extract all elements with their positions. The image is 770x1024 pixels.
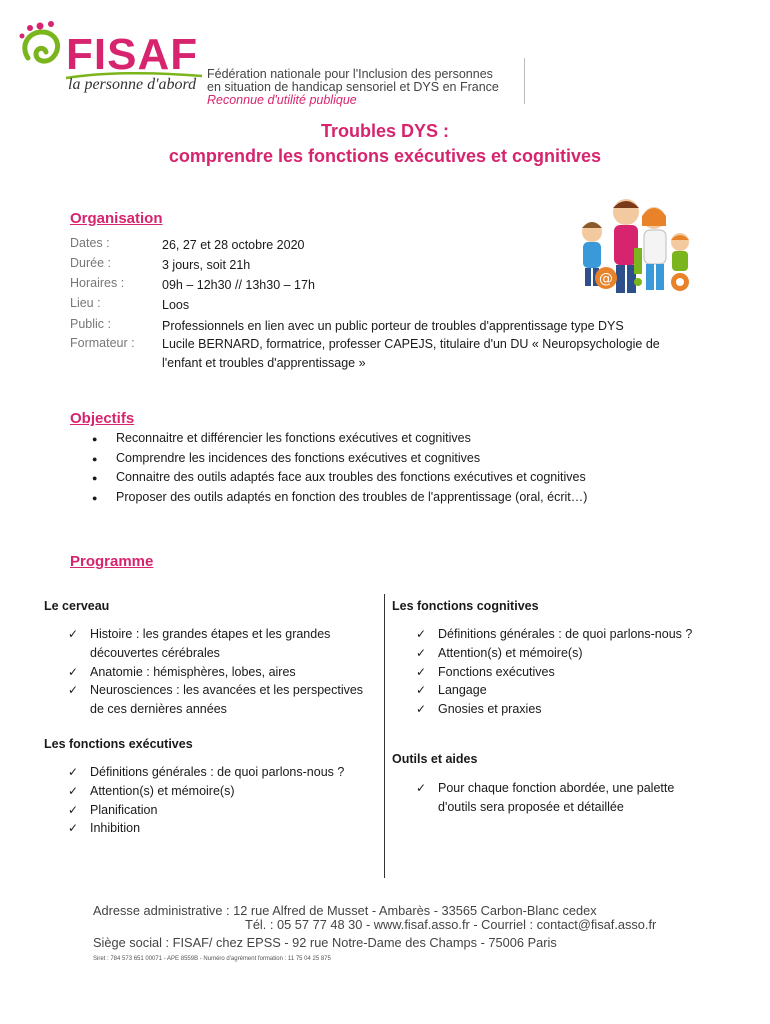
list-item-text: Neurosciences : les avancées et les perspectives de ces dernières années <box>90 683 364 717</box>
header-divider <box>524 58 525 104</box>
cerveau-list <box>68 625 368 719</box>
footer-contact: Tél. : 05 57 77 48 30 - www.fisaf.asso.fr - Courriel : contact@fisaf.asso.fr <box>245 917 657 932</box>
list-item-text: Fonctions exécutives <box>438 664 555 679</box>
checkmark-icon: ✓ <box>68 627 79 641</box>
fonctions-cognitives-heading: Les fonctions cognitives <box>392 599 539 613</box>
list-item <box>68 801 368 820</box>
list-item: ● Comprendre les incidences des fonctions exécutives et cognitives <box>92 451 587 471</box>
checkmark-icon: ✓ <box>68 664 79 679</box>
list-item <box>416 625 716 644</box>
list-item <box>68 663 368 682</box>
logo-wordmark: FISAF <box>66 30 199 79</box>
objectifs-heading: Objectifs <box>70 410 135 427</box>
list-item-text: Attention(s) et mémoire(s) <box>90 783 235 798</box>
programme-heading: Programme <box>70 553 154 570</box>
cerveau-heading: Le cerveau <box>44 599 110 613</box>
footer-address: Adresse administrative : 12 rue Alfred de Musset - Ambarès - 33565 Carbon-Blanc cedex <box>93 903 597 918</box>
list-item <box>416 700 716 719</box>
list-item <box>416 663 716 682</box>
lieu-value: Loos <box>162 298 190 312</box>
list-item-text: Histoire : les grandes étapes et les grandes découvertes cérébrales <box>90 627 331 660</box>
horaires-value: 09h – 12h30 // 13h30 – 17h <box>162 278 315 292</box>
duree-value: 3 jours, soit 21h <box>162 258 251 272</box>
list-item <box>68 625 368 663</box>
list-item-text: Inhibition <box>90 821 141 836</box>
list-item-text: Définitions générales : de quoi parlons-nous ? <box>438 627 693 641</box>
list-item <box>68 681 368 719</box>
duree-label: Durée : <box>70 256 111 270</box>
list-item <box>416 681 716 700</box>
checkmark-icon: ✓ <box>68 802 79 817</box>
dates-value: 26, 27 et 28 octobre 2020 <box>162 238 305 252</box>
footer-legal-ids: Siret : 784 573 651 00071 - APE 8559B - Numéro d'agrément formation : 11 75 04 25 875 <box>93 956 331 962</box>
list-item: ● Connaitre des outils adaptés face aux troubles des fonctions exécutives et cognitives <box>92 470 587 490</box>
document-title-line-2: comprendre les fonctions exécutives et cognitives <box>168 146 602 166</box>
checkmark-icon: ✓ <box>68 765 79 779</box>
list-item: ● Reconnaitre et différencier les fonctions exécutives et cognitives <box>92 431 587 451</box>
checkmark-icon: ✓ <box>68 783 79 798</box>
checkmark-icon: ✓ <box>416 645 427 660</box>
list-item <box>416 644 716 663</box>
formateur-label: Formateur : <box>70 336 135 350</box>
list-item: ● Proposer des outils adaptés en fonction des troubles de l'apprentissage (oral, écrit…) <box>92 490 587 510</box>
outils-aides-list <box>416 779 706 817</box>
list-item-text: Anatomie : hémisphères, lobes, aires <box>90 664 296 679</box>
checkmark-icon: ✓ <box>416 664 427 679</box>
fonctions-executives-heading: Les fonctions exécutives <box>44 737 193 751</box>
public-label: Public : <box>70 317 111 331</box>
list-item-text: Attention(s) et mémoire(s) <box>438 645 583 660</box>
logo-tagline: la personne d'abord <box>68 76 197 93</box>
fonctions-executives-list <box>68 763 368 838</box>
federation-line-1: Fédération nationale pour l'Inclusion des personnes <box>207 67 493 81</box>
federation-line-2: en situation de handicap sensoriel et DYS en France <box>207 80 499 94</box>
list-item-text: Pour chaque fonction abordée, une palette d'outils sera proposée et détaillée <box>438 781 675 814</box>
organisation-heading: Organisation <box>70 210 163 227</box>
list-item <box>68 763 368 782</box>
column-divider <box>384 594 385 878</box>
horaires-label: Horaires : <box>70 276 125 290</box>
checkmark-icon: ✓ <box>68 821 79 836</box>
federation-line-3: Reconnue d'utilité publique <box>207 93 357 107</box>
checkmark-icon: ✓ <box>416 683 427 698</box>
list-item-text: Langage <box>438 683 487 698</box>
document-title-line-1: Troubles DYS : <box>320 121 450 141</box>
family-illustration <box>574 190 696 298</box>
list-item <box>68 782 368 801</box>
outils-aides-heading: Outils et aides <box>392 752 478 766</box>
public-value: Professionnels en lien avec un public porteur de troubles d'apprentissage type DYS <box>162 319 624 333</box>
checkmark-icon: ✓ <box>416 781 427 795</box>
svg-text:@: @ <box>599 271 613 287</box>
formateur-value: Lucile BERNARD, formatrice, professer CAPEJS, titulaire d'un DU « Neuropsychologie de l'enfant et troubles d'apprentissage » <box>162 337 660 370</box>
checkmark-icon: ✓ <box>416 627 427 641</box>
fonctions-cognitives-list <box>416 625 716 719</box>
dates-label: Dates : <box>70 236 110 250</box>
lieu-label: Lieu : <box>70 296 101 310</box>
federation-description <box>207 68 499 107</box>
list-item <box>68 819 368 838</box>
checkmark-icon: ✓ <box>68 683 79 698</box>
objectifs-list <box>92 431 587 509</box>
list-item <box>416 779 706 817</box>
footer-siege-social: Siège social : FISAF/ chez EPSS - 92 rue Notre-Dame des Champs - 75006 Paris <box>93 935 557 950</box>
checkmark-icon: ✓ <box>416 702 427 717</box>
list-item-text: Gnosies et praxies <box>438 702 542 717</box>
list-item-text: Définitions générales : de quoi parlons-nous ? <box>90 765 345 779</box>
list-item-text: Planification <box>90 802 158 817</box>
